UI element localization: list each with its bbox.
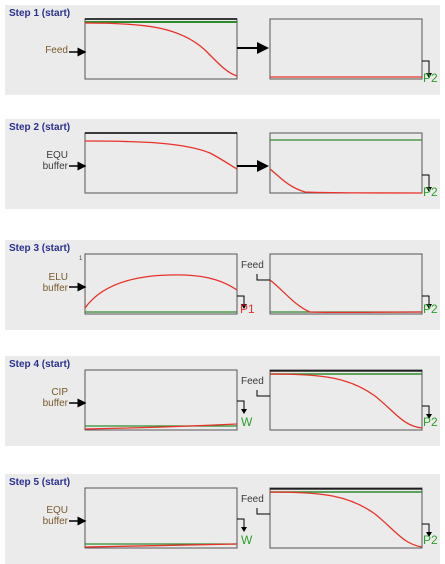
column-2 (270, 133, 422, 193)
step-1-diagram (5, 5, 440, 95)
step-title: Step 1 (start) (9, 8, 71, 19)
step-title: Step 3 (start) (9, 243, 71, 254)
outlet-label-left: W (241, 533, 253, 547)
outlet-label-right: P2 (423, 302, 438, 316)
feed-arrow (257, 508, 270, 514)
step-2-panel (5, 119, 440, 209)
step-4-diagram (5, 356, 440, 446)
column-1 (85, 254, 237, 314)
left-inlet-label: CIP buffer (42, 387, 68, 409)
outlet-label-right: P2 (423, 185, 438, 199)
right-inlet-label: Feed (241, 260, 264, 271)
column-1 (85, 488, 237, 548)
column-2 (270, 19, 422, 79)
y-axis-tick: 1 (79, 256, 83, 262)
step-2-diagram (5, 119, 440, 209)
left-inlet-label: Feed (45, 45, 68, 56)
left-inlet-label: EQU buffer (42, 505, 68, 527)
outlet-label-right: P2 (423, 415, 438, 429)
column-1 (85, 370, 237, 430)
step-title: Step 2 (start) (9, 122, 71, 133)
step-title: Step 5 (start) (9, 477, 71, 488)
step-1-panel (5, 5, 440, 95)
column-2 (270, 370, 422, 430)
step-title: Step 4 (start) (9, 359, 71, 370)
outlet-label-left: P1 (240, 302, 255, 316)
feed-arrow (257, 274, 270, 280)
right-inlet-label: Feed (241, 376, 264, 387)
outlet-label-right: P2 (423, 71, 438, 85)
column-2 (270, 488, 422, 548)
outlet-label-right: P2 (423, 533, 438, 547)
column-1 (85, 133, 237, 193)
right-inlet-label: Feed (241, 494, 264, 505)
column-2 (270, 254, 422, 314)
step-5-panel (5, 474, 440, 564)
outlet-label-left: W (241, 415, 253, 429)
step-3-panel (5, 240, 440, 330)
step-3-diagram (5, 240, 440, 330)
step-4-panel (5, 356, 440, 446)
step-5-diagram (5, 474, 440, 564)
left-inlet-label: ELU buffer (42, 272, 68, 294)
feed-arrow (257, 390, 270, 396)
left-inlet-label: EQU buffer (42, 150, 68, 172)
